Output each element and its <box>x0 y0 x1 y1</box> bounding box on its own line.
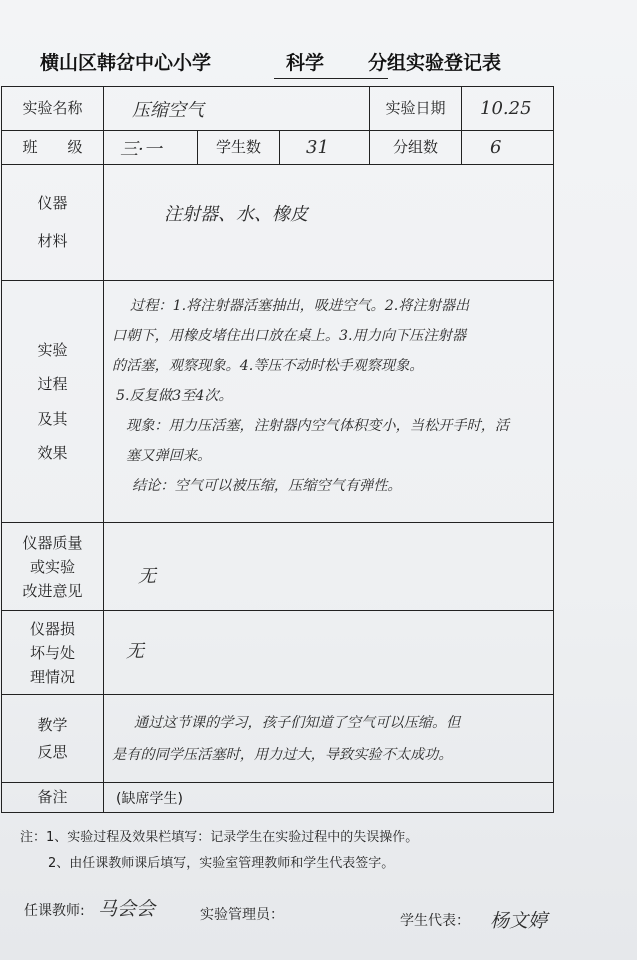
process-line-7: 结论：空气可以被压缩，压缩空气有弹性。 <box>132 478 402 494</box>
experiment-name-label: 实验名称 <box>2 87 104 131</box>
row-materials <box>2 165 554 281</box>
process-cell <box>104 281 554 523</box>
damage-label-line3: 理情况 <box>29 667 75 686</box>
reflection-line-1: 通过这节课的学习，孩子们知道了空气可以压缩。但 <box>134 714 461 731</box>
process-line-1: 过程：1.将注射器活塞抽出，吸进空气。2.将注射器出 <box>130 298 470 314</box>
school-name: 横山区韩岔中心小学 <box>40 52 212 74</box>
quality-label <box>2 523 104 611</box>
subject-underline <box>274 78 388 79</box>
row-reflection <box>2 695 554 783</box>
process-label-line2: 过程 <box>37 375 68 393</box>
materials-label-line2: 材料 <box>37 231 68 250</box>
reflection-label-line2: 反思 <box>37 742 68 761</box>
manager-label: 实验管理员： <box>200 907 284 923</box>
note-line-2: 2、由任课教师课后填写，实验室管理教师和学生代表签字。 <box>48 856 395 871</box>
process-label-line3: 及其 <box>37 409 68 428</box>
experiment-date-value: 10.25 <box>480 98 532 119</box>
experiment-date-cell <box>462 87 554 131</box>
damage-cell <box>104 611 554 695</box>
damage-value: 无 <box>126 640 144 662</box>
form-title <box>36 48 596 84</box>
row-damage <box>2 611 554 695</box>
damage-label-line2: 坏与处 <box>29 643 75 662</box>
process-label-line4: 效果 <box>37 444 68 462</box>
row-process <box>2 281 554 523</box>
damage-label <box>2 611 104 695</box>
quality-value: 无 <box>138 565 156 587</box>
quality-label-line2: 或实验 <box>29 557 75 576</box>
process-line-3: 的活塞，观察现象。4.等压不动时松手观察现象。 <box>112 358 424 374</box>
materials-cell <box>104 165 554 281</box>
class-label: 班 级 <box>2 131 104 165</box>
process-line-6: 塞又弹回来。 <box>126 448 212 464</box>
reflection-label-line1: 教学 <box>37 715 68 734</box>
row-quality <box>2 523 554 611</box>
materials-value: 注射器、水、橡皮 <box>164 203 308 225</box>
process-label-line1: 实验 <box>37 340 68 359</box>
student-label: 学生代表： <box>400 913 470 929</box>
materials-label <box>2 165 104 281</box>
class-value: 三·一 <box>120 138 162 160</box>
row-remarks <box>2 783 554 813</box>
row-class <box>2 131 554 165</box>
subject-name: 科学 <box>286 52 325 74</box>
reflection-line-2: 是有的同学压活塞时，用力过大，导致实验不太成功。 <box>112 746 453 763</box>
quality-cell <box>104 523 554 611</box>
students-value: 31 <box>306 137 329 158</box>
students-cell <box>280 131 370 165</box>
groups-label: 分组数 <box>370 131 462 165</box>
remarks-cell <box>104 783 554 813</box>
process-line-5: 现象：用力压活塞，注射器内空气体积变小，当松开手时，活 <box>126 418 510 434</box>
remarks-value: (缺席学生) <box>116 790 183 807</box>
teacher-signature: 马会会 <box>98 898 156 920</box>
students-label: 学生数 <box>198 131 280 165</box>
process-line-2: 口朝下，用橡皮堵住出口放在桌上。3.用力向下压注射器 <box>112 328 467 344</box>
note-line-1: 注：1、实验过程及效果栏填写：记录学生在实验过程中的失误操作。 <box>20 830 419 845</box>
class-cell <box>104 131 198 165</box>
experiment-date-label: 实验日期 <box>370 87 462 131</box>
student-signature: 杨文婷 <box>490 910 548 932</box>
materials-label-line1: 仪器 <box>37 194 68 212</box>
quality-label-line1: 仪器质量 <box>22 533 83 552</box>
experiment-name-value: 压缩空气 <box>132 99 204 121</box>
groups-cell <box>462 131 554 165</box>
groups-value: 6 <box>490 137 502 158</box>
process-line-4: 5.反复做3至4次。 <box>116 388 233 404</box>
reflection-cell <box>104 695 554 783</box>
registration-table <box>1 86 554 813</box>
reflection-label <box>2 695 104 783</box>
process-label <box>2 281 104 523</box>
quality-label-line3: 改进意见 <box>22 581 83 600</box>
teacher-label: 任课教师: <box>24 903 85 919</box>
form-name: 分组实验登记表 <box>368 52 502 74</box>
remarks-label: 备注 <box>2 783 104 813</box>
damage-label-line1: 仪器损 <box>29 619 75 638</box>
row-experiment-name <box>2 87 554 131</box>
experiment-name-cell <box>104 87 370 131</box>
